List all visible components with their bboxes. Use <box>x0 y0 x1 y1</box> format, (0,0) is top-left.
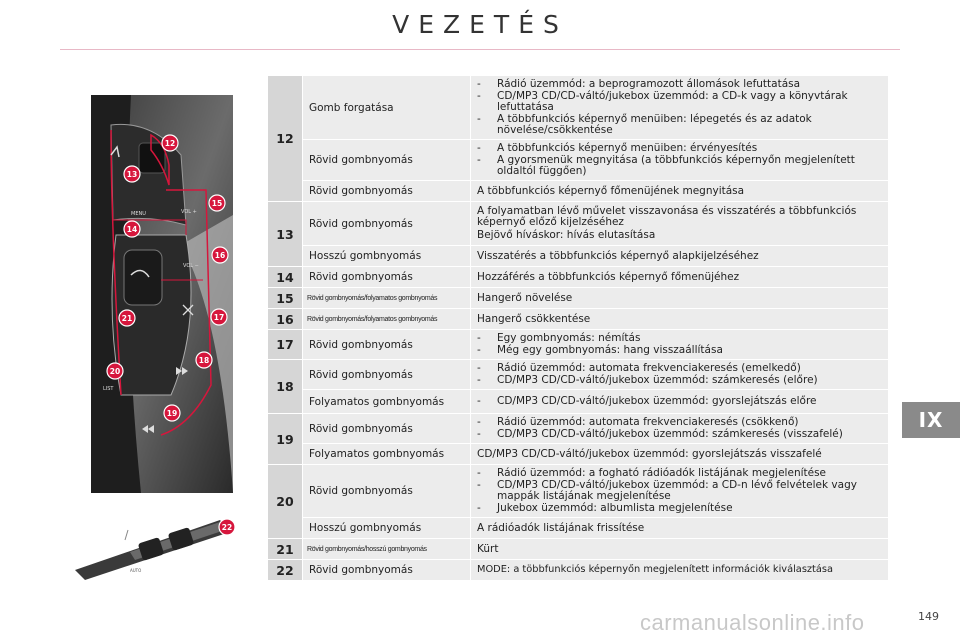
steering-wheel-controls-image <box>91 95 233 493</box>
control-number: 20 <box>268 465 303 539</box>
svg-text:15: 15 <box>211 199 223 208</box>
callout-12 <box>162 135 178 151</box>
action-cell: Rövid gombnyomás <box>303 140 471 181</box>
controls-reference-table <box>267 75 889 581</box>
control-number: 14 <box>268 267 303 288</box>
control-number: 13 <box>268 202 303 267</box>
table-row <box>268 309 889 330</box>
description-cell: A többfunkciós képernyő főmenüjének megnyitása <box>471 181 889 202</box>
table-row <box>268 518 889 539</box>
table-row <box>268 390 889 414</box>
description-cell: Hozzáférés a többfunkciós képernyő főmenüjéhez <box>471 267 889 288</box>
callout-19 <box>164 405 180 421</box>
table-row <box>268 288 889 309</box>
action-cell: Rövid gombnyomás/folyamatos gombnyomás <box>303 288 471 309</box>
svg-text:21: 21 <box>121 314 133 323</box>
svg-text:17: 17 <box>213 313 225 322</box>
description-cell: A folyamatban lévő művelet visszavonása és visszatérés a többfunkciós képernyő előző kijelzéséhez Bejövő híváskor: hívás elutasítása <box>471 202 889 246</box>
action-cell: Rövid gombnyomás/folyamatos gombnyomás <box>303 309 471 330</box>
action-cell: Rövid gombnyomás <box>303 202 471 246</box>
table-row <box>268 465 889 518</box>
svg-text:14: 14 <box>126 225 138 234</box>
control-number: 12 <box>268 76 303 202</box>
watermark: carmanualsonline.info <box>640 610 865 635</box>
menu-label: MENU <box>131 211 146 217</box>
control-number: 17 <box>268 330 303 360</box>
callout-20 <box>107 363 123 379</box>
control-number: 16 <box>268 309 303 330</box>
svg-text:13: 13 <box>126 170 138 179</box>
description-cell: CD/MP3 CD/CD-váltó/jukebox üzemmód: gyorslejátszás visszafelé <box>471 444 889 465</box>
table-row <box>268 560 889 581</box>
callout-16 <box>212 247 228 263</box>
action-cell: Gomb forgatása <box>303 76 471 140</box>
table-row <box>268 444 889 465</box>
table-row <box>268 181 889 202</box>
action-cell: Rövid gombnyomás <box>303 267 471 288</box>
list-label: LIST <box>103 386 114 392</box>
description-cell: MODE: a többfunkciós képernyőn megjelenített információk kiválasztása <box>471 560 889 581</box>
page-number: 149 <box>918 610 939 623</box>
vol-minus-label: VOL − <box>183 263 199 269</box>
action-cell: Rövid gombnyomás/hosszú gombnyomás <box>303 539 471 560</box>
table-row <box>268 140 889 181</box>
description-cell: - A többfunkciós képernyő menüiben: érvényesítés - A gyorsmenük megnyitása (a többfunkciós képernyőn megjelenített oldaltól függően) <box>471 140 889 181</box>
control-number: 15 <box>268 288 303 309</box>
auto-label: AUTO <box>130 568 142 573</box>
vol-plus-label: VOL + <box>181 209 197 215</box>
description-cell: - Rádió üzemmód: a beprogramozott állomások lefuttatása - CD/MP3 CD/CD-váltó/jukebox üzemmód: a CD-k vagy a könyvtárak lefuttatása - A többfunkciós képernyő menüiben: lépegetés és az adatok növelése/csökkentése <box>471 76 889 140</box>
description-cell: A rádióadók listájának frissítése <box>471 518 889 539</box>
table-row <box>268 539 889 560</box>
table-row <box>268 267 889 288</box>
stalk-switch-image <box>70 510 238 582</box>
chapter-tab[interactable]: IX <box>902 402 960 438</box>
table-row <box>268 330 889 360</box>
description-cell: Hangerő növelése <box>471 288 889 309</box>
callout-15 <box>209 195 225 211</box>
svg-text:22: 22 <box>221 523 233 532</box>
control-number: 18 <box>268 360 303 414</box>
description-cell: Kürt <box>471 539 889 560</box>
page-title: VEZETÉS <box>392 10 568 39</box>
description-cell: Visszatérés a többfunkciós képernyő alapkijelzéséhez <box>471 246 889 267</box>
control-number: 22 <box>268 560 303 581</box>
table-row <box>268 246 889 267</box>
callout-18 <box>196 352 212 368</box>
description-cell: - Rádió üzemmód: automata frekvenciakeresés (csökkenő) - CD/MP3 CD/CD-váltó/jukebox üzemmód: számkeresés (visszafelé) <box>471 414 889 444</box>
svg-text:20: 20 <box>109 367 121 376</box>
svg-text:12: 12 <box>164 139 176 148</box>
callout-17 <box>211 309 227 325</box>
action-cell: Folyamatos gombnyomás <box>303 444 471 465</box>
description-cell: - Rádió üzemmód: a fogható rádióadók listájának megjelenítése - CD/MP3 CD/CD-váltó/jukebox üzemmód: a CD-n lévő felvételek vagy mappák listájának megjelenítése - Jukebox üzemmód: albumlista megjelenítése <box>471 465 889 518</box>
callout-21 <box>119 310 135 326</box>
svg-text:16: 16 <box>214 251 226 260</box>
control-number: 21 <box>268 539 303 560</box>
svg-text:19: 19 <box>166 409 178 418</box>
table-row <box>268 76 889 140</box>
table-row <box>268 202 889 246</box>
description-cell: - CD/MP3 CD/CD-váltó/jukebox üzemmód: gyorslejátszás előre <box>471 390 889 414</box>
action-cell: Folyamatos gombnyomás <box>303 390 471 414</box>
callout-14 <box>124 221 140 237</box>
action-cell: Rövid gombnyomás <box>303 560 471 581</box>
control-number: 19 <box>268 414 303 465</box>
title-divider <box>60 49 900 50</box>
action-cell: Rövid gombnyomás <box>303 465 471 518</box>
callout-13 <box>124 166 140 182</box>
action-cell: Rövid gombnyomás <box>303 181 471 202</box>
action-cell: Hosszú gombnyomás <box>303 246 471 267</box>
action-cell: Hosszú gombnyomás <box>303 518 471 539</box>
description-cell: Hangerő csökkentése <box>471 309 889 330</box>
description-cell: - Egy gombnyomás: némítás - Még egy gombnyomás: hang visszaállítása <box>471 330 889 360</box>
table-row <box>268 360 889 390</box>
description-cell: - Rádió üzemmód: automata frekvenciakeresés (emelkedő) - CD/MP3 CD/CD-váltó/jukebox üzemmód: számkeresés (előre) <box>471 360 889 390</box>
action-cell: Rövid gombnyomás <box>303 360 471 390</box>
callout-22 <box>219 519 235 535</box>
action-cell: Rövid gombnyomás <box>303 330 471 360</box>
svg-text:18: 18 <box>198 356 210 365</box>
table-row <box>268 414 889 444</box>
action-cell: Rövid gombnyomás <box>303 414 471 444</box>
